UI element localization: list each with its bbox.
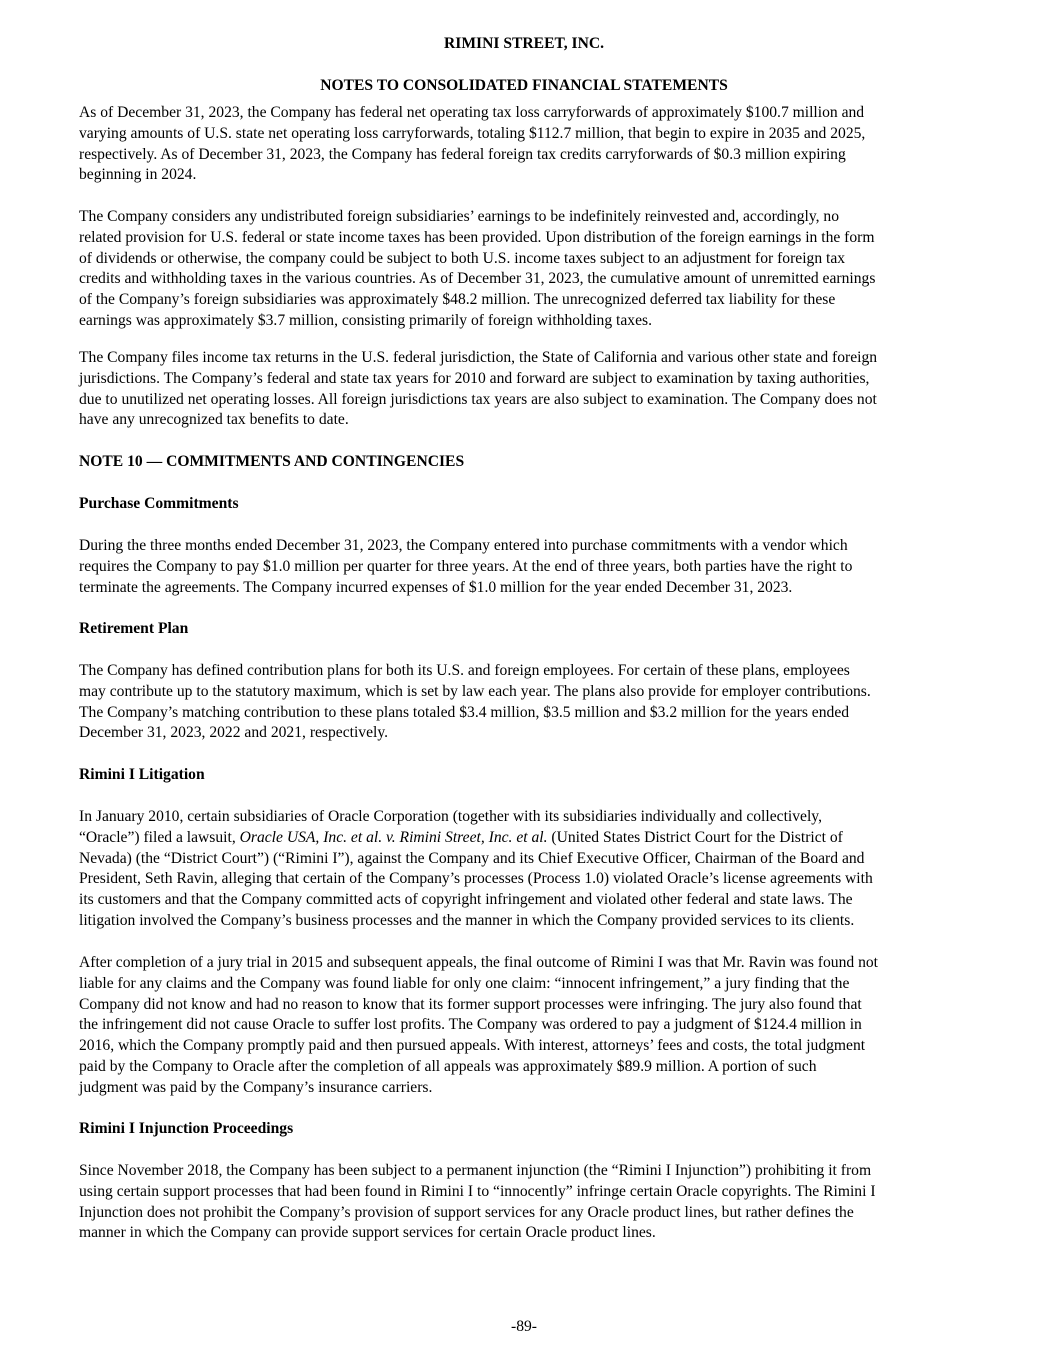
heading-retirement-plan: Retirement Plan bbox=[79, 620, 189, 637]
paragraph-purchase-commitments: During the three months ended December 31, 2023, the Company entered into purchase commitments with a vendor which requires the Company to pay $1.0 million per quarter for three years. At the end of three years, both parties have the right to terminate the agreements. The Company incurred expenses of $1.0 million for the year ended December 31, 2023. bbox=[79, 537, 853, 596]
heading-purchase-commitments: Purchase Commitments bbox=[79, 495, 239, 512]
heading-rimini-i-injunction: Rimini I Injunction Proceedings bbox=[79, 1120, 294, 1137]
paragraph-trial-outcome: After completion of a jury trial in 2015 and subsequent appeals, the final outcome of Rimini I was that Mr. Ravin was found not liable for any claims and the Company was found liable for only one claim: “innocent infringement,” a jury finding that the Company did not know and had no reason to know that its former support processes were infringing. The jury also found that the infringement did not cause Oracle to suffer lost profits. The Company was ordered to pay a judgment of $124.4 million in 2016, which the Company promptly paid and then pursued appeals. With interest, attorneys’ fees and costs, the total judgment paid by the Company to Oracle after the completion of all appeals was approximately $89.9 million. A portion of such judgment was paid by the Company’s insurance carriers. bbox=[79, 954, 879, 1096]
heading-rimini-i-litigation: Rimini I Litigation bbox=[79, 766, 205, 783]
paragraph-injunction: Since November 2018, the Company has been subject to a permanent injunction (the “Rimini I Injunction”) prohibiting it from using certain support processes that had been found in Rimini I to “innocently” infringe certain Oracle copyrights. The Rimini I Injunction does not prohibit the Company’s provision of support services for any Oracle product lines, but rather defines the manner in which the Company can provide support services for certain Oracle product lines. bbox=[79, 1162, 876, 1242]
paragraph-tax-returns: The Company files income tax returns in the U.S. federal jurisdiction, the State of California and various other state and foreign jurisdictions. The Company’s federal and state tax years for 2010 and forward are subject to examination by taxing authorities, due to unutilized net operating losses. All foreign jurisdictions tax years are also subject to examination. The Company does not have any unrecognized tax benefits to date. bbox=[79, 349, 878, 429]
heading-note-10: NOTE 10 — COMMITMENTS AND CONTINGENCIES bbox=[79, 453, 465, 470]
paragraph-retirement-plan: The Company has defined contribution plans for both its U.S. and foreign employees. For certain of these plans, employees may contribute up to the statutory maximum, which is set by law each year. The plans also provide for employer contributions. The Company’s matching contribution to these plans totaled $3.4 million, $3.5 million and $3.2 million for the years ended December 31, 2023, 2022 and 2021, respectively. bbox=[79, 662, 871, 742]
section-title: NOTES TO CONSOLIDATED FINANCIAL STATEMENTS bbox=[320, 77, 728, 94]
page-number: -89- bbox=[511, 1318, 537, 1335]
paragraph-rimini-i-litigation: In January 2010, certain subsidiaries of Oracle Corporation (together with its subsidiaries individually and collectively, “Oracle”) filed a lawsuit, Oracle USA, Inc. et al. v. Rimini Street, Inc. et al. (United States District Court for the District of Nevada) (the “District Court”) (“Rimini I”), against the Company and its Chief Executive Officer, Chairman of the Board and President, Seth Ravin, alleging that certain of the Company’s processes (Process 1.0) violated Oracle’s license agreements with its customers and that the Company committed acts of copyright infringement and violated other federal and state laws. The litigation involved the Company’s business processes and the manner in which the Company provided services to its clients. bbox=[79, 808, 873, 929]
paragraph-nol-carryforwards: As of December 31, 2023, the Company has federal net operating tax loss carryforwards of approximately $100.7 million and varying amounts of U.S. state net operating loss carryforwards, totaling $112.7 million, that begin to expire in 2035 and 2025, respectively. As of December 31, 2023, the Company has federal foreign tax credits carryforwards of $0.3 million expiring beginning in 2024. bbox=[79, 104, 866, 184]
paragraph-foreign-earnings: The Company considers any undistributed foreign subsidiaries’ earnings to be indefinitely reinvested and, accordingly, no related provision for U.S. federal or state income taxes has been provided. Upon distribution of the foreign earnings in the form of dividends or otherwise, the company could be subject to both U.S. income taxes subject to an adjustment for foreign tax credits and withholding taxes in the various countries. As of December 31, 2023, the cumulative amount of unremitted earnings of the Company’s foreign subsidiaries was approximately $48.2 million. The unrecognized deferred tax liability for these earnings was approximately $3.7 million, consisting primarily of foreign withholding taxes. bbox=[79, 208, 876, 329]
case-name: Oracle USA, Inc. et al. v. Rimini Street, Inc. et al. bbox=[239, 828, 548, 846]
company-name: RIMINI STREET, INC. bbox=[443, 35, 604, 52]
